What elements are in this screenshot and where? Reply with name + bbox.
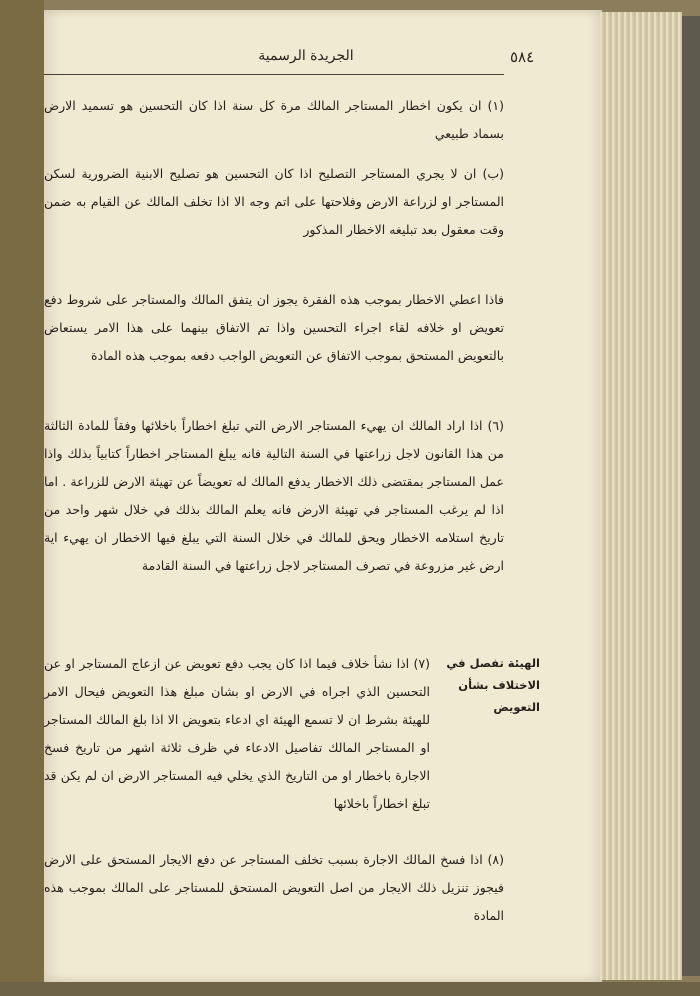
paragraph-8 (44, 846, 504, 930)
paragraph-text: (٧) اذا نشأ خلاف فيما اذا كان يجب دفع تعويض عن ازعاج المستاجر او عن التحسين الذي اجراه في الارض او بشان مبلغ هذا التعويض فيحال الامر للهيئة بشرط ان لا تسمع الهيئة اي ادعاء بتعويض الا اذا بلغ المالك المستاجر او المستاجر المالك تفاصيل الادعاء في ظرف ثلاثة اشهر من تاريخ فسخ الاجارة باخطار او من التاريخ الذي يخلي فيه المستاجر الارض ان لم يكن قد تبلغ اخطاراً باخلائها (44, 656, 430, 811)
margin-note: الهيئة تفصل في الاختلاف بشأن التعويض (446, 656, 540, 714)
paragraph-1a (44, 92, 504, 148)
book-fore-edge (600, 12, 682, 980)
page-number: ٥٨٤ (510, 48, 535, 66)
paragraph-text: (٦) اذا اراد المالك ان يهيء المستاجر الارض التي تبلغ اخطاراً باخلائها وفقاً للمادة الثالثة من هذا القانون لاجل زراعتها في السنة التالية فانه يبلغ المستاجر اخطاراً كتابياً بذلك واذا عمل المستاجر بمقتضى ذلك الاخطار يدفع المالك له تعويضاً عن تهيئة الارض للزراعة . اما اذا لم يرغب المستاجر في تهيئة الارض فانه يعلم المالك بذلك في خلال شهر واحد من تاريخ استلامه الاخطار ويحق للمالك في خلال السنة التي يبلغ فيها الاخطار ان يهيء اية ارض غير مزروعة في تصرف المستاجر لاجل زراعتها في السنة القادمة (44, 418, 504, 573)
paragraph-7 (44, 650, 430, 818)
background-surface-bottom (0, 982, 700, 996)
background-surface (0, 0, 44, 996)
page-header-title: الجريدة الرسمية (258, 48, 354, 64)
paragraph-text: (٨) اذا فسخ المالك الاجارة بسبب تخلف المستاجر عن دفع الايجار المستحق على الارض فيجوز تنزيل ذلك الايجار من اصل التعويض المستحق للمستاجر على المالك بموجب هذه المادة (44, 852, 504, 923)
paragraph-text: فاذا اعطي الاخطار بموجب هذه الفقرة يجوز ان يتفق المالك والمستاجر على شروط دفع تعويض او خلافه لقاء اجراء التحسين واذا تم الاتفاق بينهما على هذا الامر يستعاض بالتعويض المستحق بموجب الاتفاق عن التعويض الواجب دفعه بموجب هذه المادة (44, 292, 504, 363)
paragraph-6 (44, 412, 504, 580)
paragraph-text: (١) ان يكون اخطار المستاجر المالك مرة كل سنة اذا كان التحسين هو تسميد الارض بسماد طبيعي (44, 98, 504, 141)
header-rule (44, 74, 504, 75)
page-header (44, 44, 544, 72)
book-edge-shadow (682, 16, 700, 976)
paragraph-text: (ب) ان لا يجري المستاجر التصليح اذا كان التحسين هو تصليح الابنية الضرورية لسكن المستاجر او لزراعة الارض وفلاحتها على اتم وجه الا اذا تخلف المالك عن القيام به ضمن وقت معقول بعد تبليغه الاخطار المذكور (44, 166, 504, 237)
paragraph-1b (44, 160, 504, 244)
paragraph-agreement (44, 286, 504, 370)
